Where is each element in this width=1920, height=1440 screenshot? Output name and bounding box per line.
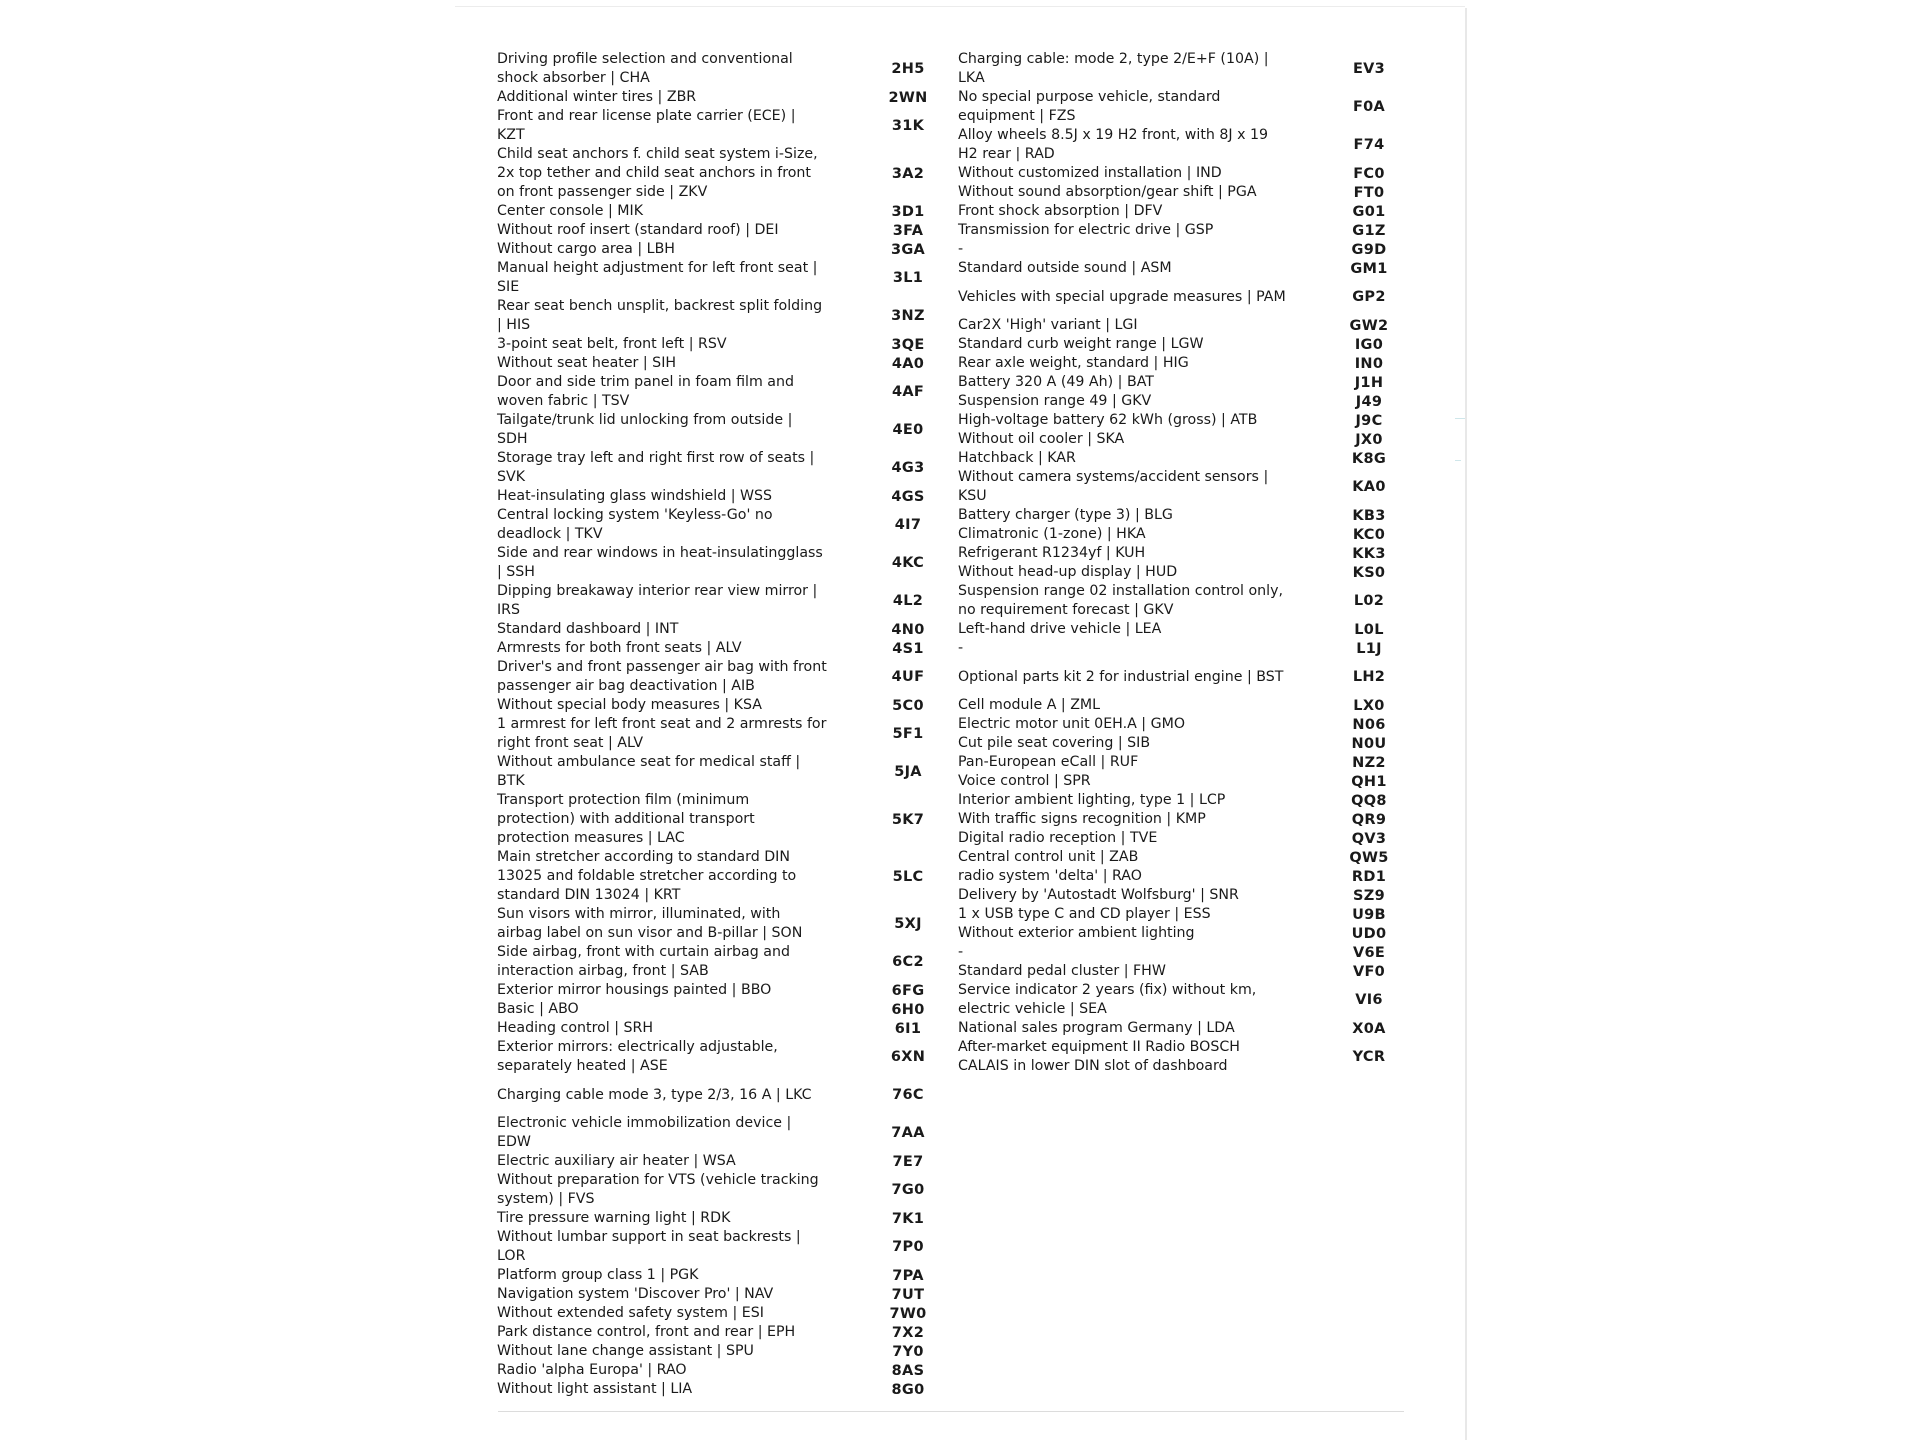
option-code: GW2	[1349, 317, 1389, 334]
option-code: 5XJ	[894, 916, 922, 932]
option-code: VI6	[1355, 992, 1383, 1008]
equipment-description: Radio 'alpha Europa' | RAO	[497, 1362, 687, 1378]
equipment-row	[497, 1285, 943, 1304]
equipment-description: National sales program Germany | LDA	[958, 1020, 1235, 1036]
equipment-description: Tailgate/trunk lid unlocking from outside | SDH	[497, 412, 793, 447]
equipment-row	[497, 1171, 943, 1209]
equipment-description: Suspension range 02 installation control only, no requirement forecast | GKV	[958, 583, 1284, 618]
equipment-description: Without customized installation | IND	[958, 165, 1222, 181]
equipment-description: -	[958, 944, 964, 960]
equipment-description: Electric motor unit 0EH.A | GMO	[958, 716, 1185, 732]
equipment-description: Front and rear license plate carrier (ECE) | KZT	[497, 108, 796, 143]
equipment-row	[497, 221, 943, 240]
option-code: 3NZ	[891, 308, 925, 324]
equipment-description: Alloy wheels 8.5J x 19 H2 front, with 8J x 19 H2 rear | RAD	[958, 127, 1269, 162]
equipment-row	[497, 981, 943, 1000]
equipment-row	[497, 88, 943, 107]
equipment-row	[497, 1266, 943, 1285]
page-edge-right	[1465, 8, 1467, 1440]
option-code: N06	[1352, 716, 1386, 733]
equipment-description: Without camera systems/accident sensors | KSU	[958, 469, 1269, 504]
equipment-description: Exterior mirrors: electrically adjustable, separately heated | ASE	[497, 1039, 778, 1074]
option-code: 7K1	[891, 1210, 925, 1227]
option-code: SZ9	[1353, 887, 1385, 904]
equipment-description: Park distance control, front and rear | EPH	[497, 1324, 796, 1340]
option-code: JX0	[1355, 431, 1383, 448]
equipment-row	[497, 145, 943, 202]
equipment-description: Without preparation for VTS (vehicle tracking system) | FVS	[497, 1172, 819, 1207]
option-code: KS0	[1352, 564, 1386, 581]
option-code: FT0	[1353, 184, 1385, 201]
equipment-row	[497, 335, 943, 354]
option-code: 3D1	[891, 203, 925, 220]
option-code: J49	[1355, 393, 1383, 410]
equipment-description: Center console | MIK	[497, 203, 644, 219]
equipment-row	[958, 582, 1404, 620]
equipment-row	[497, 487, 943, 506]
equipment-description: Interior ambient lighting, type 1 | LCP	[958, 792, 1226, 808]
option-code: X0A	[1352, 1020, 1386, 1037]
equipment-row	[958, 373, 1404, 392]
equipment-description: Suspension range 49 | GKV	[958, 393, 1152, 409]
equipment-description: High-voltage battery 62 kWh (gross) | ATB	[958, 412, 1258, 428]
equipment-description: Without roof insert (standard roof) | DEI	[497, 222, 779, 238]
option-code: 4E0	[892, 422, 924, 438]
equipment-row	[497, 240, 943, 259]
equipment-description: Dipping breakaway interior rear view mirror | IRS	[497, 583, 818, 618]
option-code: KC0	[1352, 526, 1386, 543]
equipment-description: Hatchback | KAR	[958, 450, 1076, 466]
option-code: 6FG	[891, 982, 925, 999]
option-code: LX0	[1353, 697, 1385, 714]
equipment-description: Heading control | SRH	[497, 1020, 654, 1036]
equipment-description: Left-hand drive vehicle | LEA	[958, 621, 1162, 637]
equipment-description: Battery charger (type 3) | BLG	[958, 507, 1173, 523]
equipment-description: 1 x USB type C and CD player | ESS	[958, 906, 1211, 922]
equipment-row	[497, 582, 943, 620]
option-code: 31K	[891, 118, 925, 134]
equipment-description: Optional parts kit 2 for industrial engine | BST	[958, 668, 1284, 685]
option-code: 3A2	[891, 165, 925, 182]
page-edge-top	[455, 6, 1465, 7]
equipment-row	[497, 50, 943, 88]
equipment-row	[958, 183, 1404, 202]
equipment-row	[958, 1019, 1404, 1038]
equipment-description: Digital radio reception | TVE	[958, 830, 1158, 846]
option-code: 7W0	[889, 1305, 927, 1322]
equipment-row	[958, 411, 1404, 430]
equipment-row	[958, 126, 1404, 164]
equipment-description: Standard pedal cluster | FHW	[958, 963, 1166, 979]
equipment-row	[497, 544, 943, 582]
equipment-description: Child seat anchors f. child seat system i-Size, 2x top tether and child seat anchors in front on front passenger side | ZKV	[497, 146, 818, 200]
equipment-description: Driver's and front passenger air bag with front passenger air bag deactivation | AIB	[497, 659, 827, 694]
option-code: QQ8	[1351, 792, 1387, 809]
option-code: 7AA	[891, 1125, 925, 1141]
equipment-description: -	[958, 241, 964, 257]
option-code: 4UF	[891, 669, 925, 685]
option-code: 5LC	[892, 868, 924, 885]
option-code: L1J	[1356, 640, 1382, 657]
equipment-description: Without light assistant | LIA	[497, 1381, 693, 1397]
option-code: NZ2	[1352, 754, 1386, 771]
equipment-row	[958, 924, 1404, 943]
equipment-description: 1 armrest for left front seat and 2 armrests for right front seat | ALV	[497, 716, 827, 751]
equipment-description: Navigation system 'Discover Pro' | NAV	[497, 1286, 774, 1302]
equipment-row	[497, 905, 943, 943]
equipment-row	[497, 373, 943, 411]
equipment-row	[958, 354, 1404, 373]
option-code: LH2	[1352, 669, 1386, 685]
equipment-description: Without cargo area | LBH	[497, 241, 675, 257]
equipment-row	[958, 468, 1404, 506]
equipment-description: Main stretcher according to standard DIN 13025 and foldable stretcher according to standard DIN 13024 | KRT	[497, 849, 797, 903]
option-code: QR9	[1351, 811, 1387, 828]
equipment-description: Voice control | SPR	[958, 773, 1091, 789]
equipment-description: Standard outside sound | ASM	[958, 260, 1172, 276]
equipment-description: Sun visors with mirror, illuminated, with airbag label on sun visor and B-pillar | SON	[497, 906, 803, 941]
option-code: 6XN	[890, 1049, 926, 1065]
equipment-row	[497, 620, 943, 639]
equipment-row	[497, 715, 943, 753]
equipment-description: Without lane change assistant | SPU	[497, 1343, 754, 1359]
equipment-row	[497, 107, 943, 145]
option-code: VF0	[1352, 963, 1386, 980]
option-code: 3FA	[892, 222, 924, 239]
equipment-list-right	[958, 50, 1404, 1076]
equipment-row	[497, 449, 943, 487]
equipment-row	[497, 1304, 943, 1323]
equipment-row	[958, 50, 1404, 88]
equipment-row	[497, 202, 943, 221]
equipment-row	[958, 525, 1404, 544]
option-code: 76C	[892, 1087, 924, 1103]
option-code: J9C	[1355, 412, 1383, 429]
equipment-description: Exterior mirror housings painted | BBO	[497, 982, 772, 998]
equipment-row	[497, 1342, 943, 1361]
equipment-row	[958, 430, 1404, 449]
equipment-row	[958, 1038, 1404, 1076]
equipment-description: Without oil cooler | SKA	[958, 431, 1125, 447]
option-code: 7P0	[892, 1239, 924, 1255]
option-code: 7Y0	[892, 1343, 924, 1360]
equipment-description: With traffic signs recognition | KMP	[958, 811, 1206, 827]
page-footer-rule	[498, 1411, 1404, 1412]
equipment-row	[958, 829, 1404, 848]
option-code: IG0	[1354, 336, 1384, 353]
option-code: 4KC	[891, 555, 925, 571]
equipment-description: No special purpose vehicle, standard equipment | FZS	[958, 89, 1221, 124]
equipment-description: Cut pile seat covering | SIB	[958, 735, 1151, 751]
option-code: L02	[1353, 593, 1385, 609]
option-code: 6I1	[894, 1020, 922, 1037]
equipment-description: Without lumbar support in seat backrests | LOR	[497, 1229, 801, 1264]
equipment-description: Basic | ABO	[497, 1001, 579, 1017]
equipment-row	[497, 1000, 943, 1019]
option-code: 4GS	[891, 488, 925, 505]
equipment-row	[497, 639, 943, 658]
equipment-description: Transmission for electric drive | GSP	[958, 222, 1214, 238]
equipment-description: Storage tray left and right first row of seats | SVK	[497, 450, 815, 485]
equipment-row	[958, 449, 1404, 468]
equipment-description: Refrigerant R1234yf | KUH	[958, 545, 1146, 561]
option-code: 7G0	[891, 1182, 925, 1198]
equipment-description: Rear axle weight, standard | HIG	[958, 355, 1189, 371]
equipment-description: Standard dashboard | INT	[497, 621, 679, 637]
option-code: 4A0	[891, 355, 925, 372]
equipment-description: Door and side trim panel in foam film and woven fabric | TSV	[497, 374, 794, 409]
equipment-row	[958, 278, 1404, 316]
equipment-row	[958, 981, 1404, 1019]
equipment-row	[497, 791, 943, 848]
equipment-row	[497, 1038, 943, 1076]
equipment-description: -	[958, 640, 964, 656]
equipment-description: After-market equipment II Radio BOSCH CALAIS in lower DIN slot of dashboard	[958, 1039, 1240, 1074]
option-code: 6C2	[892, 954, 924, 970]
margin-tick	[1455, 460, 1461, 461]
equipment-row	[958, 316, 1404, 335]
equipment-row	[497, 297, 943, 335]
equipment-description: Delivery by 'Autostadt Wolfsburg' | SNR	[958, 887, 1239, 903]
equipment-description: Charging cable: mode 2, type 2/E+F (10A) | LKA	[958, 51, 1269, 86]
option-code: 3L1	[892, 270, 924, 286]
equipment-description: Side and rear windows in heat-insulatingglass | SSH	[497, 545, 823, 580]
equipment-description: Battery 320 A (49 Ah) | BAT	[958, 374, 1154, 390]
option-code: 8AS	[891, 1362, 925, 1379]
equipment-description: Platform group class 1 | PGK	[497, 1267, 699, 1283]
option-code: F0A	[1352, 99, 1386, 115]
option-code: UD0	[1351, 925, 1387, 942]
equipment-description: Without head-up display | HUD	[958, 564, 1178, 580]
option-code: 2WN	[888, 89, 928, 106]
option-code: KA0	[1352, 479, 1386, 495]
option-code: KB3	[1352, 507, 1386, 524]
option-code: F74	[1353, 137, 1385, 153]
equipment-description: 3-point seat belt, front left | RSV	[497, 336, 727, 352]
option-code: GM1	[1350, 260, 1388, 277]
option-code: 4N0	[891, 621, 925, 638]
equipment-row	[958, 772, 1404, 791]
equipment-row	[958, 867, 1404, 886]
equipment-row	[497, 1019, 943, 1038]
equipment-row	[497, 1114, 943, 1152]
equipment-row	[958, 734, 1404, 753]
equipment-row	[958, 848, 1404, 867]
option-code: 7X2	[891, 1324, 925, 1341]
equipment-description: Tire pressure warning light | RDK	[497, 1210, 731, 1226]
equipment-description: Heat-insulating glass windshield | WSS	[497, 488, 773, 504]
equipment-list-left	[497, 50, 943, 1399]
option-code: G9D	[1351, 241, 1387, 258]
option-code: QV3	[1351, 830, 1387, 847]
equipment-description: Pan-European eCall | RUF	[958, 754, 1139, 770]
equipment-description: Charging cable mode 3, type 2/3, 16 A | LKC	[497, 1086, 812, 1103]
option-code: GP2	[1352, 289, 1386, 305]
option-code: 3QE	[891, 336, 925, 353]
option-code: EV3	[1352, 61, 1386, 77]
equipment-row	[958, 221, 1404, 240]
option-code: 2H5	[891, 61, 925, 77]
equipment-description: Standard curb weight range | LGW	[958, 336, 1204, 352]
option-code: 4I7	[894, 517, 922, 533]
equipment-description: Armrests for both front seats | ALV	[497, 640, 742, 656]
equipment-row	[958, 240, 1404, 259]
equipment-description: Without extended safety system | ESI	[497, 1305, 764, 1321]
equipment-row	[958, 506, 1404, 525]
equipment-row	[958, 962, 1404, 981]
option-code: 7E7	[892, 1153, 924, 1170]
equipment-row	[958, 335, 1404, 354]
equipment-row	[497, 506, 943, 544]
option-code: L0L	[1354, 621, 1384, 638]
equipment-description: Central control unit | ZAB	[958, 849, 1139, 865]
equipment-row	[497, 1152, 943, 1171]
equipment-description: Rear seat bench unsplit, backrest split folding | HIS	[497, 298, 823, 333]
equipment-row	[958, 658, 1404, 696]
equipment-row	[497, 1076, 943, 1114]
equipment-row	[958, 753, 1404, 772]
margin-tick	[1455, 418, 1465, 419]
option-code: QH1	[1351, 773, 1387, 790]
option-code: K8G	[1351, 450, 1387, 467]
equipment-description: Without special body measures | KSA	[497, 697, 762, 713]
equipment-description: Electronic vehicle immobilization device | EDW	[497, 1115, 792, 1150]
equipment-row	[497, 411, 943, 449]
equipment-row	[497, 943, 943, 981]
equipment-description: Additional winter tires | ZBR	[497, 89, 697, 105]
option-code: RD1	[1351, 868, 1387, 885]
option-code: 5K7	[891, 811, 925, 828]
option-code: 5F1	[892, 726, 924, 742]
equipment-row	[958, 88, 1404, 126]
equipment-description: Without sound absorption/gear shift | PGA	[958, 184, 1257, 200]
equipment-row	[497, 1380, 943, 1399]
equipment-row	[958, 886, 1404, 905]
option-code: 7PA	[892, 1267, 924, 1284]
equipment-description: Vehicles with special upgrade measures | PAM	[958, 288, 1286, 305]
equipment-row	[497, 354, 943, 373]
equipment-row	[497, 658, 943, 696]
equipment-description: Without exterior ambient lighting	[958, 925, 1195, 941]
equipment-description: Car2X 'High' variant | LGI	[958, 317, 1138, 333]
equipment-row	[497, 753, 943, 791]
option-code: FC0	[1353, 165, 1385, 182]
equipment-description: Central locking system 'Keyless-Go' no deadlock | TKV	[497, 507, 773, 542]
equipment-row	[958, 392, 1404, 411]
option-code: 8G0	[891, 1381, 925, 1398]
equipment-description: radio system 'delta' | RAO	[958, 868, 1142, 884]
equipment-description: Transport protection film (minimum protection) with additional transport protection measures | LAC	[497, 792, 755, 846]
equipment-row	[958, 791, 1404, 810]
option-code: G1Z	[1352, 222, 1386, 239]
equipment-description: Front shock absorption | DFV	[958, 203, 1163, 219]
option-code: 6H0	[891, 1001, 925, 1018]
option-code: 4AF	[891, 384, 925, 400]
option-code: KK3	[1352, 545, 1386, 562]
equipment-row	[958, 259, 1404, 278]
equipment-row	[497, 1323, 943, 1342]
option-code: IN0	[1354, 355, 1384, 372]
option-code: 4G3	[891, 460, 925, 476]
equipment-description: Manual height adjustment for left front seat | SIE	[497, 260, 818, 295]
equipment-row	[958, 905, 1404, 924]
option-code: U9B	[1352, 906, 1386, 923]
equipment-description: Without seat heater | SIH	[497, 355, 677, 371]
equipment-row	[958, 696, 1404, 715]
equipment-row	[958, 544, 1404, 563]
equipment-row	[958, 563, 1404, 582]
equipment-description: Without ambulance seat for medical staff | BTK	[497, 754, 801, 789]
option-code: 4S1	[892, 640, 924, 657]
equipment-row	[958, 639, 1404, 658]
equipment-row	[958, 164, 1404, 183]
equipment-row	[497, 848, 943, 905]
equipment-description: Cell module A | ZML	[958, 697, 1101, 713]
equipment-row	[497, 696, 943, 715]
option-code: G01	[1352, 203, 1386, 220]
equipment-row	[958, 810, 1404, 829]
equipment-row	[497, 1228, 943, 1266]
equipment-description: Side airbag, front with curtain airbag and interaction airbag, front | SAB	[497, 944, 790, 979]
option-code: 3GA	[890, 241, 926, 258]
equipment-description: Climatronic (1-zone) | HKA	[958, 526, 1146, 542]
option-code: YCR	[1352, 1049, 1386, 1065]
option-code: 4L2	[892, 593, 924, 609]
equipment-description: Service indicator 2 years (fix) without km, electric vehicle | SEA	[958, 982, 1257, 1017]
option-code: J1H	[1354, 374, 1384, 391]
equipment-row	[958, 715, 1404, 734]
option-code: 5C0	[892, 697, 924, 714]
equipment-row	[497, 1361, 943, 1380]
equipment-row	[958, 202, 1404, 221]
option-code: 7UT	[891, 1286, 925, 1303]
option-code: 5JA	[894, 764, 922, 780]
equipment-row	[497, 259, 943, 297]
option-code: V6E	[1352, 944, 1386, 961]
equipment-row	[958, 620, 1404, 639]
equipment-row	[958, 943, 1404, 962]
option-code: QW5	[1349, 849, 1389, 866]
equipment-description: Driving profile selection and conventional shock absorber | CHA	[497, 51, 793, 86]
equipment-row	[497, 1209, 943, 1228]
equipment-description: Electric auxiliary air heater | WSA	[497, 1153, 736, 1169]
option-code: N0U	[1351, 735, 1387, 752]
